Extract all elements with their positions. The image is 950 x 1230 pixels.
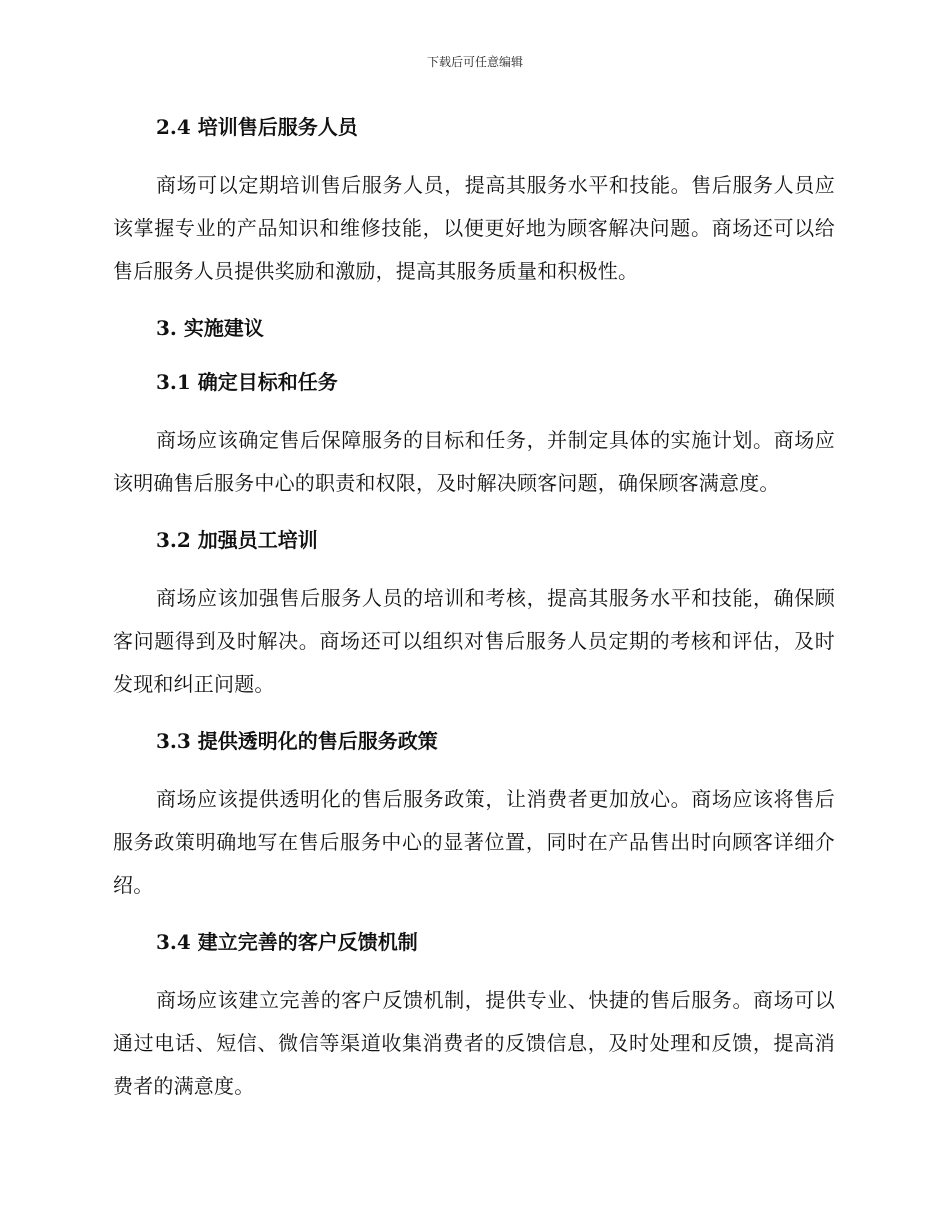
section-paragraph-3-4: 商场应该建立完善的客户反馈机制，提供专业、快捷的售后服务。商场可以通过电话、短信、微信等渠道收集消费者的反馈信息，及时处理和反馈，提高消费者的满意度。 — [113, 988, 835, 1098]
section-paragraph-3-1: 商场应该确定售后保障服务的目标和任务，并制定具体的实施计划。商场应该明确售后服务中心的职责和权限，及时解决顾客问题，确保顾客满意度。 — [113, 428, 835, 495]
section-heading-3-2: 3.2 加强员工培训 — [156, 528, 318, 552]
section-paragraph-2-4: 商场可以定期培训售后服务人员，提高其服务水平和技能。售后服务人员应该掌握专业的产品知识和维修技能，以便更好地为顾客解决问题。商场还可以给售后服务人员提供奖励和激励，提高其服务质量和积极性。 — [113, 173, 835, 283]
section-paragraph-3-3: 商场应该提供透明化的售后服务政策，让消费者更加放心。商场应该将售后服务政策明确地写在售后服务中心的显著位置，同时在产品售出时向顾客详细介绍。 — [113, 787, 835, 897]
document-body — [113, 110, 835, 1108]
section-heading-2-4: 2.4 培训售后服务人员 — [156, 115, 358, 139]
section-heading-3-4: 3.4 建立完善的客户反馈机制 — [156, 930, 418, 954]
section-heading-3: 3. 实施建议 — [156, 316, 264, 340]
section-heading-3-1: 3.1 确定目标和任务 — [156, 370, 338, 394]
section-paragraph-3-2: 商场应该加强售后服务人员的培训和考核，提高其服务水平和技能，确保顾客问题得到及时解决。商场还可以组织对售后服务人员定期的考核和评估，及时发现和纠正问题。 — [113, 586, 835, 696]
page-header: 下载后可任意编辑 — [426, 55, 523, 69]
section-heading-3-3: 3.3 提供透明化的售后服务政策 — [156, 729, 438, 753]
